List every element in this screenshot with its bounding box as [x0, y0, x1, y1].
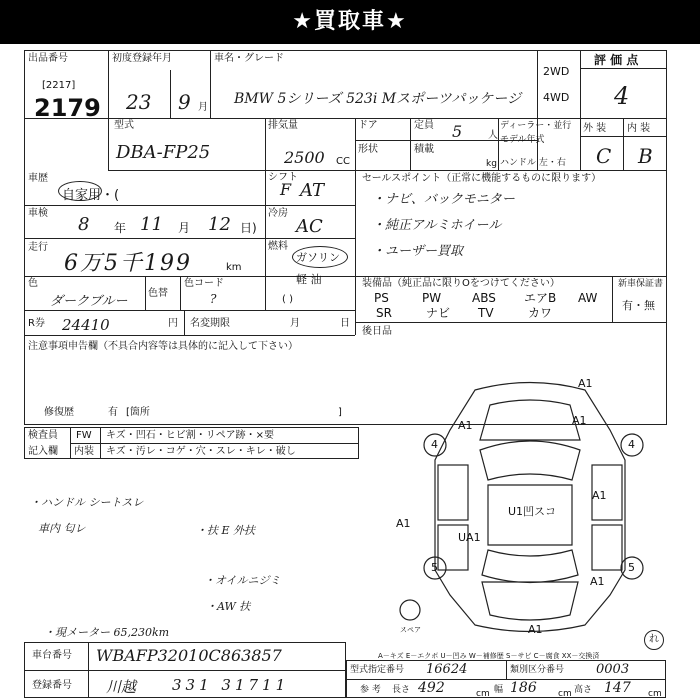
divider	[265, 170, 266, 310]
divider	[24, 670, 346, 671]
diagram-a1-fr: A1	[572, 414, 587, 427]
inspector-note: ・ハンドル シートスレ	[30, 496, 144, 509]
ac-label: 冷房	[268, 208, 288, 219]
banner-title: ★買取車★	[0, 0, 700, 44]
diagram-a1-side-r: A1	[592, 489, 607, 502]
divider	[355, 276, 667, 277]
color-code-value: ?	[210, 292, 217, 306]
inspection-label: 車検	[28, 208, 48, 219]
km-unit: km	[226, 262, 242, 273]
displacement-label: 排気量	[268, 120, 298, 131]
name-change-month: 月	[290, 318, 300, 329]
vin-value: WBAFP32010C863857	[96, 646, 282, 665]
repair-place: [箇所	[126, 407, 150, 418]
insp-day: 12	[208, 214, 231, 235]
reg-area: 川越	[106, 678, 137, 696]
length-value: 492	[418, 680, 445, 696]
divider	[24, 310, 355, 311]
sales-point-item: ・純正アルミホイール	[372, 218, 502, 233]
tire-mark-rl: 5	[431, 561, 438, 574]
reg-label: 登録番号	[32, 680, 72, 691]
divider	[24, 238, 355, 239]
width-value: 186	[510, 680, 537, 696]
drive-2wd: 2WD	[543, 65, 570, 78]
divider	[24, 335, 355, 336]
tire-mark-fr: 4	[628, 438, 635, 451]
divider	[170, 70, 171, 118]
divider	[498, 118, 499, 170]
repair-label: 修復歴	[44, 407, 74, 418]
mileage-label: 走行	[28, 242, 48, 253]
person-unit: 人	[488, 130, 498, 141]
divider	[210, 50, 211, 118]
equipment-item: PS	[374, 291, 389, 305]
kg-unit: kg	[486, 159, 497, 169]
model-label: 型式	[114, 120, 134, 131]
spare-tire	[400, 600, 420, 620]
equipment-item: TV	[478, 306, 494, 320]
yen-unit: 円	[168, 318, 178, 329]
displacement-value: 2500	[284, 148, 325, 167]
trunk-outline	[482, 582, 578, 620]
insp-month: 11	[140, 214, 163, 235]
warranty-value: 有・無	[622, 299, 655, 312]
name-label: 車名・グレード	[214, 53, 284, 64]
height-label: 高さ	[574, 685, 593, 695]
cc-unit: CC	[336, 156, 350, 167]
divider	[355, 118, 356, 170]
usage-value: 自家用・(	[62, 188, 120, 203]
warranty-label: 新車保証書	[618, 279, 664, 289]
inspector-note: ・オイルニジミ	[204, 574, 281, 587]
right-rear-door	[592, 525, 622, 570]
interior-items: キズ・汚レ・コゲ・穴・スレ・キレ・破し	[106, 446, 296, 457]
drive-4wd: 4WD	[543, 91, 570, 104]
divider	[506, 660, 507, 679]
score-label: 評 価 点	[594, 53, 639, 67]
name-change-label: 名変期限	[190, 318, 230, 329]
diagram-a1-bottom: A1	[528, 623, 543, 636]
length-cm: cm	[476, 689, 490, 699]
notes-title: 注意事項申告欄（不具合内容等は具体的に記入して下さい）	[28, 341, 298, 352]
diagram-u-text: U1凹スコ	[508, 505, 557, 518]
inspector-note: ・現メーター 65,230km	[44, 626, 170, 639]
month-unit: 月	[198, 102, 208, 113]
divider	[88, 642, 89, 698]
lot-number: 2179	[34, 94, 101, 122]
divider	[184, 310, 185, 335]
name-change-day: 日	[340, 318, 350, 329]
inspector-note: 車内 匂レ	[38, 522, 86, 535]
height-cm: cm	[648, 689, 662, 699]
first-reg-label: 初度登録年月	[112, 53, 172, 64]
divider	[24, 118, 667, 119]
divider	[145, 276, 146, 310]
divider	[355, 322, 667, 323]
tire-mark-fl: 4	[431, 438, 438, 451]
recycle-label: R券	[28, 318, 45, 329]
equipment-item: ナビ	[426, 306, 451, 320]
rear-window	[482, 550, 578, 583]
fuel-circle	[292, 246, 348, 268]
diagram-a1-side-l: A1	[396, 517, 411, 530]
spare-label: スペア	[400, 626, 421, 634]
model-value: DBA-FP25	[116, 142, 211, 163]
divider	[612, 276, 613, 322]
shape-label: 形状	[358, 144, 378, 155]
load-label: 積載	[414, 144, 434, 155]
divider	[580, 68, 667, 69]
rear-label: 後日品	[362, 326, 392, 337]
length-label: 長さ	[392, 685, 411, 695]
class-value: 0003	[596, 662, 630, 677]
hood-outline	[480, 400, 580, 440]
year-unit: 年	[114, 221, 127, 235]
ref-label: 参 考	[360, 685, 381, 695]
score-value: 4	[614, 82, 630, 110]
divider	[70, 443, 359, 444]
left-front-door	[438, 465, 468, 520]
lot-label: 出品番号	[28, 53, 68, 64]
fw-items: キズ・凹石・ヒビ割・リペア跡・×要	[106, 430, 274, 441]
sales-point-item: ・ナビ、バックモニター	[372, 192, 515, 207]
divider	[537, 50, 538, 170]
interior-grade: B	[638, 144, 653, 168]
reg-number: 331 31711	[172, 676, 290, 694]
divider	[265, 118, 266, 170]
dealer-label: ディーラー・並行	[500, 121, 572, 131]
usage-label: 車歴	[28, 173, 48, 184]
equipment-item: PW	[422, 291, 442, 305]
fw-label: FW	[76, 430, 92, 441]
inspector-label-1: 検査員	[28, 430, 58, 441]
exterior-grade: C	[596, 144, 612, 168]
divider	[180, 276, 181, 310]
equipment-item: カワ	[528, 306, 553, 320]
damage-legend: A－キズ E－エクボ U－凹み W－補修歴 S－サビ C－腐食 XX－交換済	[378, 652, 600, 660]
inspector-note: ・AW 扶	[206, 600, 251, 613]
shift-value: AT	[300, 180, 325, 201]
divider	[623, 118, 624, 170]
sales-points-title: セールスポイント（正常に機能するものに限ります）	[362, 173, 602, 184]
divider	[108, 50, 109, 170]
color-label: 色	[28, 278, 38, 289]
recycle-value: 24410	[62, 316, 110, 334]
day-unit: 日)	[240, 221, 257, 235]
equipment-item: SR	[376, 306, 392, 320]
divider	[410, 118, 411, 170]
shift-label: シフト	[268, 172, 298, 183]
interior-code-label: 内装	[74, 446, 94, 457]
fuel-diesel: 軽 油	[296, 273, 322, 286]
diagram-ua1: UA1	[458, 531, 481, 544]
windshield	[480, 441, 580, 480]
exterior-label: 外 装	[583, 123, 607, 134]
car-name: BMW 5シリーズ 523i Mスポーツパッケージ	[234, 91, 521, 107]
handle-label: ハンドル 左・右	[500, 158, 566, 168]
fuel-label: 燃料	[268, 241, 288, 252]
equipment-title: 装備品（純正品に限りOをつけてください）	[362, 278, 560, 289]
interior-label: 内 装	[627, 123, 651, 134]
color-change-label: 色替	[148, 288, 168, 299]
diagram-a1-fl: A1	[458, 419, 473, 432]
fuel-other: ( )	[282, 294, 293, 305]
sales-point-item: ・ユーザー買取	[372, 244, 464, 259]
insp-year: 8	[78, 214, 90, 235]
capacity-label: 定員	[414, 120, 434, 131]
capacity-value: 5	[452, 122, 463, 141]
vin-label: 車台番号	[32, 650, 72, 661]
diagram-a1-top: A1	[578, 377, 593, 390]
reg-month: 9	[178, 90, 191, 114]
model-year-label: モデル年式	[500, 135, 545, 145]
reg-year: 23	[126, 90, 152, 114]
width-label: 幅	[494, 685, 504, 695]
color-code-label: 色コード	[184, 278, 224, 289]
type-cert-value: 16624	[426, 662, 468, 677]
type-cert-label: 型式指定番号	[350, 665, 405, 675]
tire-mark-rr: 5	[628, 561, 635, 574]
class-label: 類別区分番号	[510, 665, 565, 675]
mileage-value: 6万5千199	[64, 251, 192, 276]
width-cm: cm	[558, 689, 572, 699]
equipment-item: ABS	[472, 291, 496, 305]
color-value: ダークブルー	[50, 294, 128, 309]
lot-small: [2217]	[42, 80, 76, 91]
repair-value: 有	[108, 407, 118, 418]
equipment-item: エアB	[524, 291, 557, 305]
diagram-rr: A1	[590, 575, 605, 588]
repair-bracket: ]	[338, 407, 342, 418]
inspector-note: ・扶 E 外扶	[196, 524, 256, 537]
door-label: ドア	[358, 120, 378, 131]
divider	[24, 205, 355, 206]
month-unit: 月	[178, 221, 191, 235]
usage-circle	[58, 181, 102, 201]
divider	[355, 170, 356, 335]
ac-value: AC	[296, 216, 323, 237]
fuel-gasoline: ガソリン	[296, 251, 340, 264]
inspector-label-2: 記入欄	[28, 446, 58, 457]
height-value: 147	[604, 680, 631, 696]
stamp-text: れ	[649, 634, 659, 645]
shift-f: F	[280, 180, 292, 199]
equipment-item: AW	[578, 291, 598, 305]
divider	[580, 136, 667, 137]
divider	[108, 170, 667, 171]
